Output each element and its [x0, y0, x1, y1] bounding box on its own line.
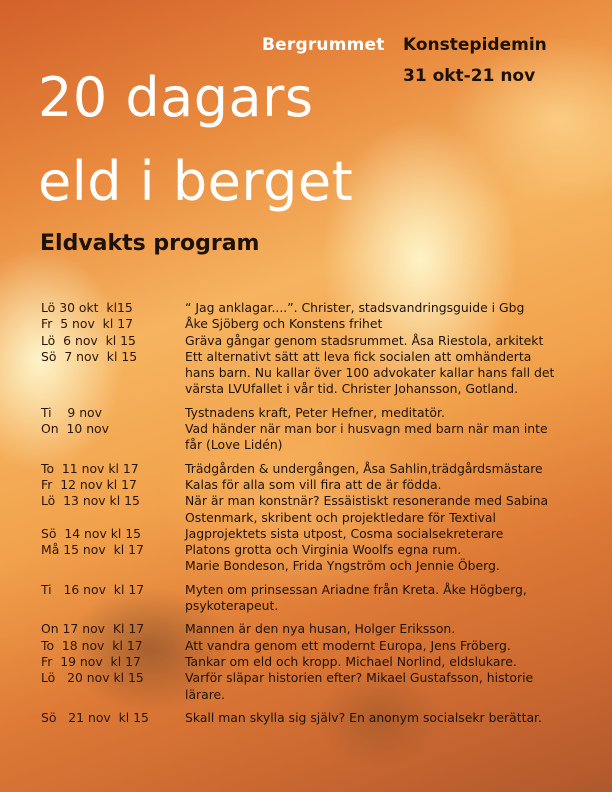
- schedule-row: [41, 582, 601, 615]
- schedule-description-line: Platons grotta och Virginia Woolfs egna rum.: [185, 542, 462, 558]
- schedule-description-line: Att vandra genom ett modernt Europa, Jens Fröberg.: [185, 637, 511, 653]
- schedule-date: Må 15 nov kl 17: [41, 542, 144, 558]
- schedule-description-line: värsta LVUfallet i vår tid. Christer Johansson, Gotland.: [185, 381, 519, 397]
- schedule-date: Sö 14 nov kl 15: [41, 525, 142, 541]
- schedule-row: [41, 461, 601, 477]
- program-subtitle: Eldvakts program: [40, 231, 260, 256]
- schedule-row: [41, 316, 601, 332]
- schedule-row: [41, 710, 601, 726]
- schedule-description: [185, 526, 601, 542]
- schedule-description-line: Myten om prinsessan Ariadne från Kreta. Åke Högberg,: [185, 581, 527, 597]
- schedule-row: [41, 670, 601, 703]
- schedule-date: Lö 6 nov kl 15: [41, 332, 136, 348]
- schedule-date: On 10 nov: [41, 421, 109, 437]
- schedule-row: [41, 621, 601, 637]
- schedule-description: [185, 493, 601, 526]
- schedule-description-line: Vad händer när man bor i husvagn med barn när man inte: [185, 421, 548, 437]
- schedule-description-line: Kalas för alla som vill fira att de är födda.: [185, 476, 442, 492]
- schedule-description-line: Mannen är den nya husan, Holger Eriksson.: [185, 621, 456, 637]
- schedule-row: [41, 405, 601, 421]
- schedule-description-line: “ Jag anklagar....”. Christer, stadsvandringsguide i Gbg: [185, 300, 525, 315]
- schedule-description: [185, 621, 601, 637]
- schedule-description: [185, 670, 601, 703]
- schedule-description: [185, 349, 601, 398]
- schedule-date: On 17 nov Kl 17: [41, 621, 145, 637]
- schedule-description-line: Ett alternativt sätt att leva fick socialen att omhänderta: [185, 348, 532, 364]
- schedule-description: [185, 421, 601, 454]
- schedule-row: [41, 654, 601, 670]
- schedule-description: [185, 638, 601, 654]
- schedule-description: [185, 405, 601, 421]
- schedule-description: [185, 333, 601, 349]
- schedule-description-line: Ostenmark, skribent och projektledare för Textival: [185, 509, 496, 525]
- event-dates: 31 okt-21 nov: [403, 66, 536, 86]
- schedule-row: [41, 333, 601, 349]
- schedule-row: [41, 493, 601, 526]
- schedule-description-line: Varför släpar historien efter? Mikael Gustafsson, historie: [185, 670, 534, 686]
- schedule-description-line: Skall man skylla sig själv? En anonym socialsekr berättar.: [185, 709, 542, 725]
- schedule-description: [185, 654, 601, 670]
- schedule-description: [185, 477, 601, 493]
- schedule-description-line: Marie Bondeson, Frida Yngström och Jennie Öberg.: [185, 558, 500, 574]
- schedule-description-line: När är man konstnär? Essäistiskt resonerande med Sabina: [185, 493, 549, 509]
- schedule-description-line: lärare.: [185, 686, 226, 702]
- schedule-description-line: psykoterapeut.: [185, 598, 279, 614]
- schedule-row: [41, 477, 601, 493]
- schedule-description-line: Jagprojektets sista utpost, Cosma socialsekreterare: [185, 525, 504, 541]
- schedule-description-line: Åke Sjöberg och Konstens frihet: [185, 316, 383, 332]
- program-schedule: [41, 300, 601, 726]
- schedule-description: [185, 316, 601, 332]
- schedule-row: [41, 349, 601, 398]
- schedule-description-line: får (Love Lidén): [185, 437, 283, 453]
- schedule-date: Lö 20 nov kl 15: [41, 670, 144, 686]
- schedule-description-line: Trädgården & undergången, Åsa Sahlin,trädgårdsmästare: [185, 460, 543, 476]
- schedule-description-line: Tystnadens kraft, Peter Hefner, meditatör.: [185, 404, 445, 420]
- schedule-description: [185, 542, 601, 575]
- schedule-date: To 18 nov kl 17: [41, 637, 143, 653]
- venue-name: Bergrummet: [262, 35, 385, 55]
- title-line-2: eld i berget: [38, 150, 354, 213]
- title-line-1: 20 dagars: [38, 66, 314, 129]
- schedule-row: [41, 638, 601, 654]
- schedule-date: Ti 9 nov: [41, 404, 102, 420]
- schedule-date: Fr 19 nov kl 17: [41, 653, 141, 669]
- schedule-date: Sö 21 nov kl 15: [41, 709, 149, 725]
- schedule-date: Lö 13 nov kl 15: [41, 493, 140, 509]
- schedule-description-line: Tankar om eld och kropp. Michael Norlind, eldslukare.: [185, 653, 517, 669]
- schedule-row: [41, 526, 601, 542]
- schedule-date: Sö 7 nov kl 15: [41, 348, 138, 364]
- schedule-description: [185, 300, 601, 316]
- schedule-description-line: hans barn. Nu kallar över 100 advokater kallar hans fall det: [185, 365, 555, 381]
- schedule-date: Fr 5 nov kl 17: [41, 316, 133, 332]
- schedule-description-line: Gräva gångar genom stadsrummet. Åsa Riestola, arkitekt: [185, 332, 544, 348]
- schedule-description: [185, 582, 601, 615]
- schedule-date: Lö 30 okt kl15: [41, 300, 133, 315]
- schedule-date: Fr 12 nov kl 17: [41, 476, 137, 492]
- event-name: Konstepidemin: [403, 35, 547, 55]
- schedule-date: To 11 nov kl 17: [41, 460, 139, 476]
- schedule-row: [41, 542, 601, 575]
- schedule-row: [41, 300, 601, 316]
- schedule-description: [185, 461, 601, 477]
- schedule-date: Ti 16 nov kl 17: [41, 581, 145, 597]
- schedule-description: [185, 710, 601, 726]
- schedule-row: [41, 421, 601, 454]
